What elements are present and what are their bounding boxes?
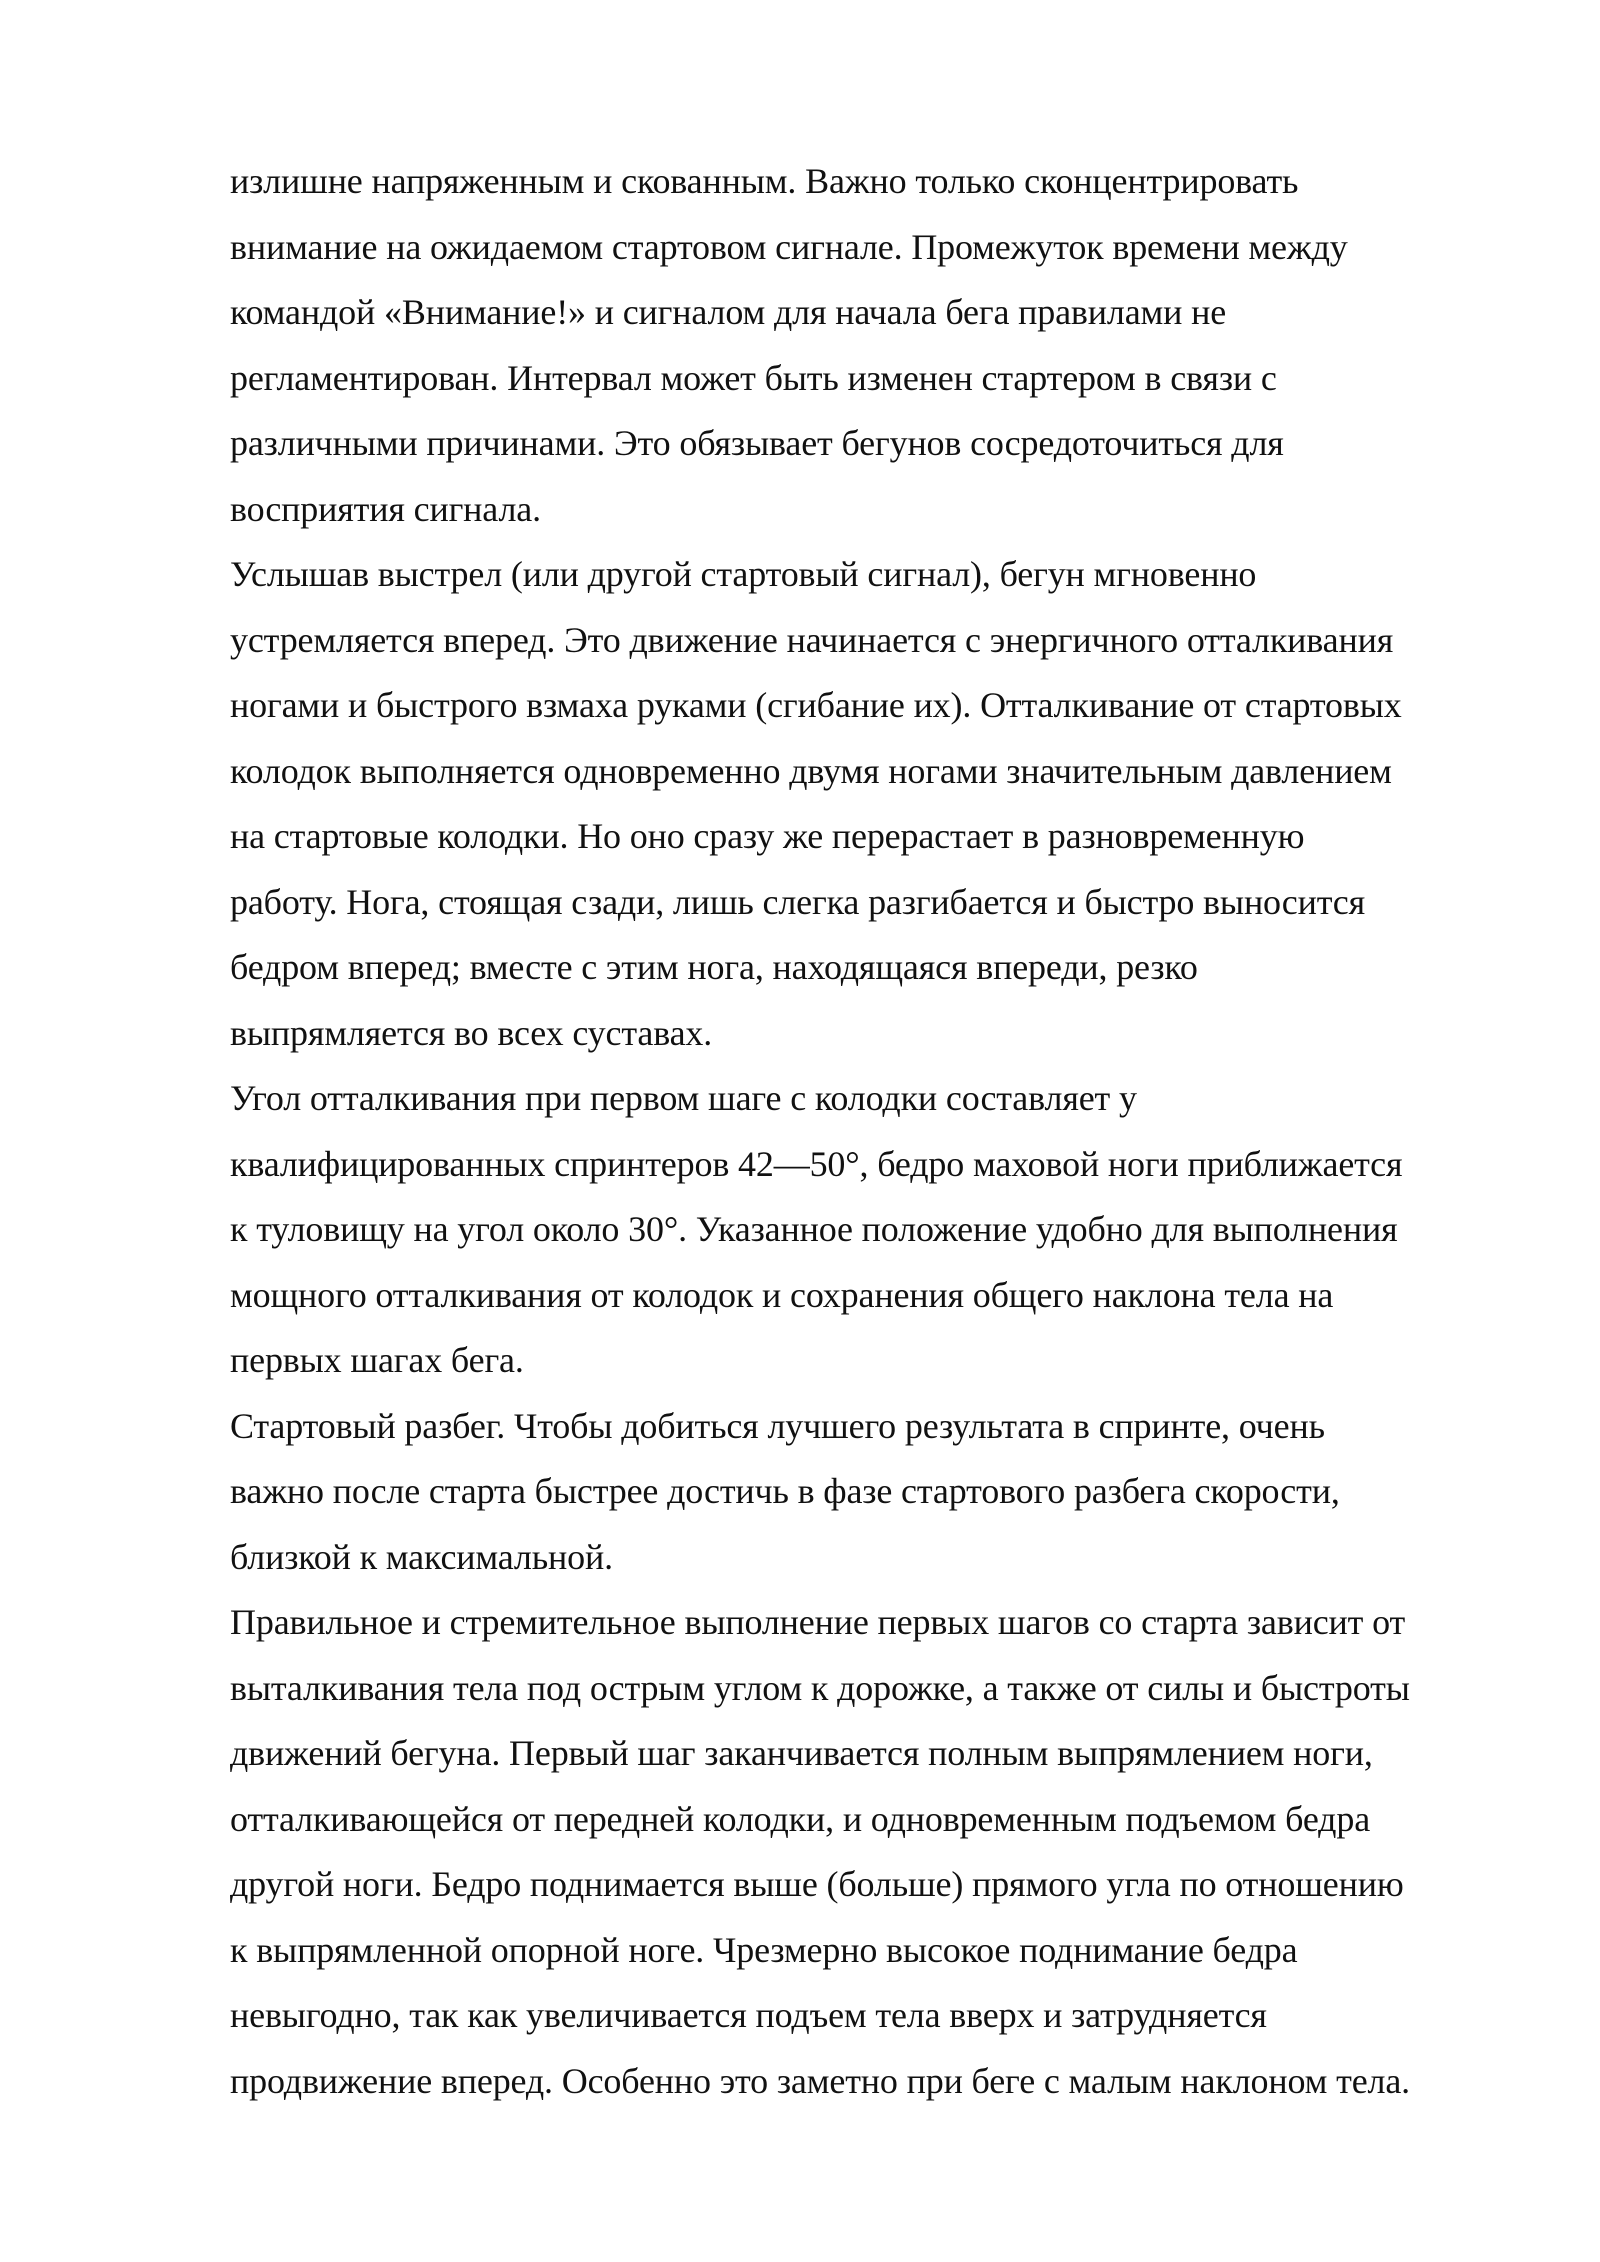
text-line: первых шагах бега. bbox=[230, 1340, 524, 1380]
text-line: бедром вперед; вместе с этим нога, находящаяся впереди, резко bbox=[230, 947, 1198, 987]
text-line: важно после старта быстрее достичь в фазе стартового разбега скорости, bbox=[230, 1471, 1340, 1511]
text-line: устремляется вперед. Это движение начинается с энергичного отталкивания bbox=[230, 619, 1394, 660]
text-line: Правильное и стремительное выполнение первых шагов со старта зависит от bbox=[230, 1602, 1406, 1642]
text-line: выталкивания тела под острым углом к дорожке, а также от силы и быстроты bbox=[230, 1667, 1410, 1708]
text-line: колодок выполняется одновременно двумя ногами значительным давлением bbox=[230, 750, 1392, 791]
text-line: движений бегуна. Первый шаг заканчивается полным выпрямлением ноги, bbox=[230, 1733, 1373, 1773]
text-line: другой ноги. Бедро поднимается выше (больше) прямого угла по отношению bbox=[230, 1864, 1404, 1904]
text-line: восприятия сигнала. bbox=[230, 488, 541, 529]
text-line: на стартовые колодки. Но оно сразу же перерастает в разновременную bbox=[230, 816, 1305, 856]
text-line: близкой к максимальной. bbox=[230, 1536, 613, 1577]
text-line: к туловищу на угол около 30°. Указанное положение удобно для выполнения bbox=[230, 1209, 1398, 1249]
document-page bbox=[230, 149, 1530, 2114]
text-line: Услышав выстрел (или другой стартовый сигнал), бегун мгновенно bbox=[230, 554, 1257, 594]
text-line: регламентирован. Интервал может быть изменен стартером в связи с bbox=[230, 357, 1277, 398]
text-line: излишне напряженным и скованным. Важно только сконцентрировать bbox=[230, 161, 1299, 201]
text-line: Угол отталкивания при первом шаге с колодки составляет у bbox=[230, 1078, 1137, 1118]
text-line: ногами и быстрого взмаха руками (сгибание их). Отталкивание от стартовых bbox=[230, 685, 1402, 725]
text-line: продвижение вперед. Особенно это заметно при беге с малым наклоном тела. bbox=[230, 2060, 1411, 2101]
text-line: выпрямляется во всех суставах. bbox=[230, 1012, 713, 1053]
text-line: внимание на ожидаемом стартовом сигнале. Промежуток времени между bbox=[230, 226, 1348, 267]
text-line: различными причинами. Это обязывает бегунов сосредоточиться для bbox=[230, 423, 1284, 463]
text-line: отталкивающейся от передней колодки, и одновременным подъемом бедра bbox=[230, 1798, 1371, 1839]
text-line: командой «Внимание!» и сигналом для начала бега правилами не bbox=[230, 292, 1227, 332]
text-line: квалифицированных спринтеров 42—50°, бедро маховой ноги приближается bbox=[230, 1143, 1403, 1184]
text-line: невыгодно, так как увеличивается подъем тела вверх и затрудняется bbox=[230, 1995, 1267, 2035]
text-line: Стартовый разбег. Чтобы добиться лучшего результата в спринте, очень bbox=[230, 1405, 1325, 1446]
text-line: работу. Нога, стоящая сзади, лишь слегка разгибается и быстро выносится bbox=[230, 881, 1366, 922]
text-line: мощного отталкивания от колодок и сохранения общего наклона тела на bbox=[230, 1274, 1334, 1315]
text-line: к выпрямленной опорной ноге. Чрезмерно высокое поднимание бедра bbox=[230, 1929, 1298, 1970]
